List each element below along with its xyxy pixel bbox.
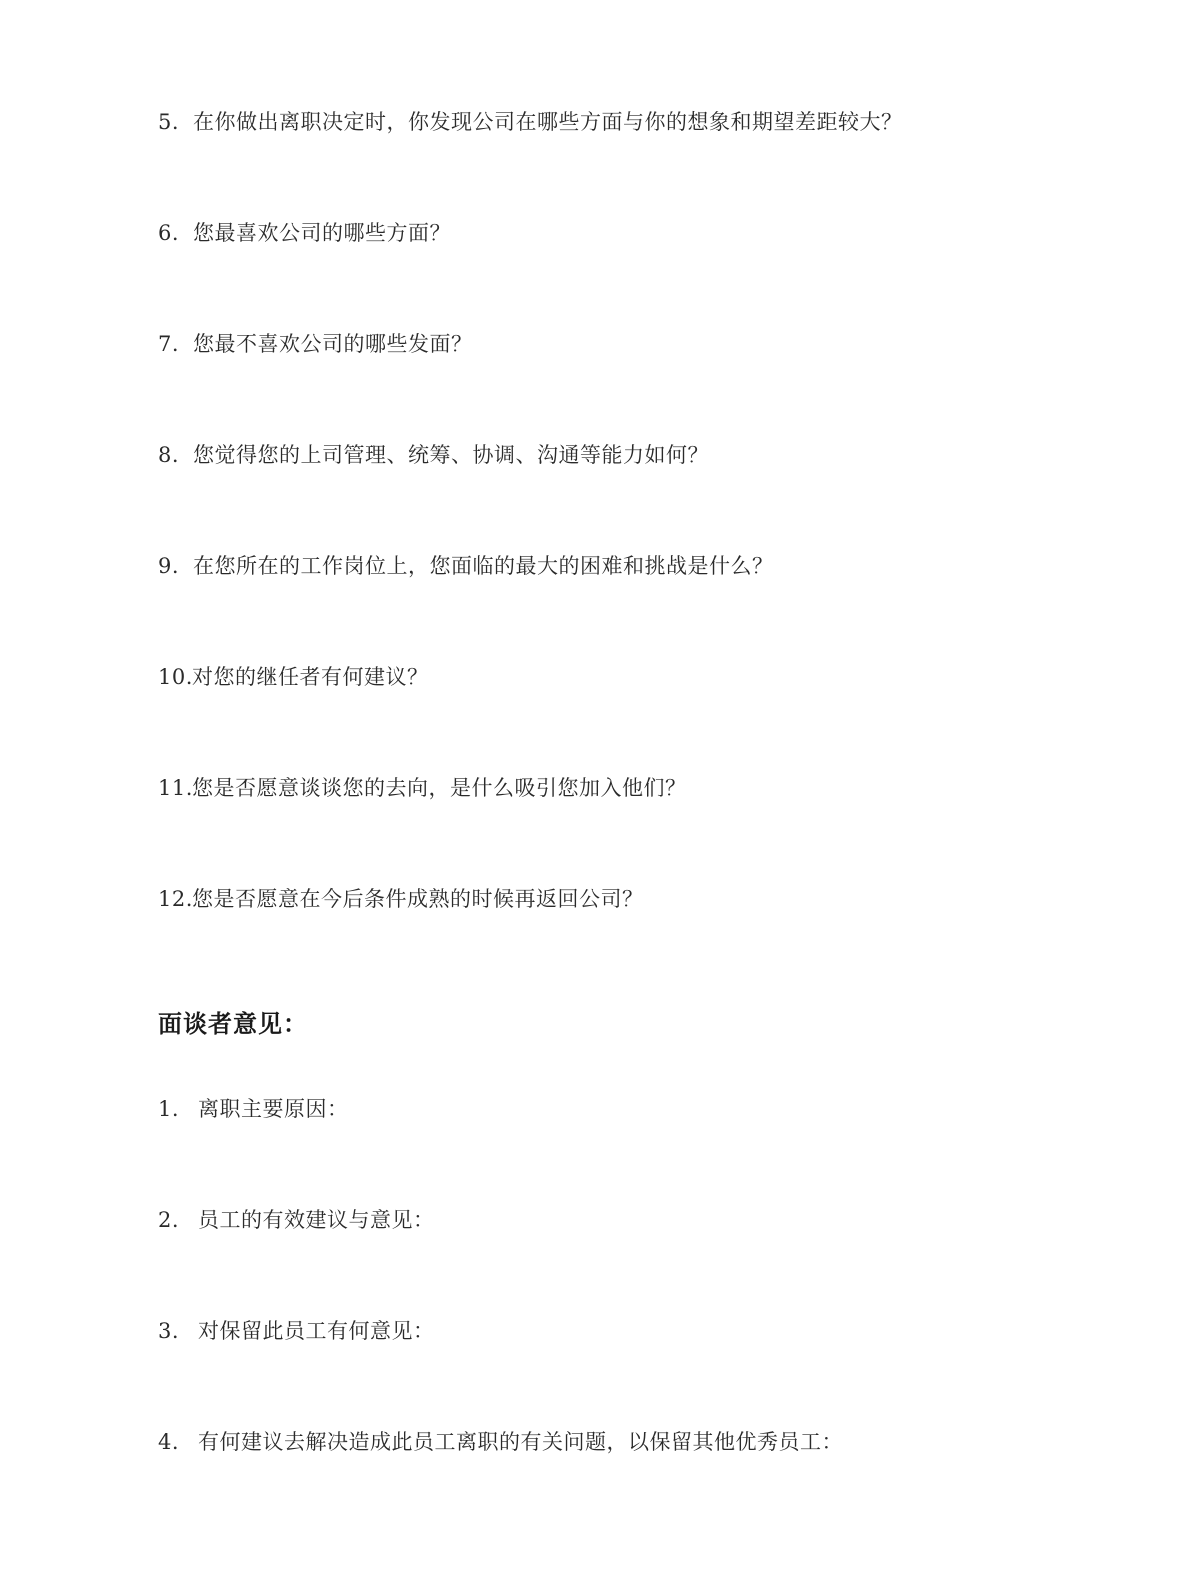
question-11 [158,774,687,802]
question-text: 您觉得您的上司管理、统筹、协调、沟通等能力如何？ [193,443,709,467]
question-number: 8. [158,443,180,467]
question-number: 12. [158,887,193,911]
question-6 [158,219,451,247]
question-number: 5. [158,110,180,134]
question-7 [158,330,473,358]
question-9 [158,552,774,580]
question-text: 对您的继任者有何建议？ [192,665,429,689]
question-8 [158,441,709,469]
interviewer-item-1 [158,1095,349,1123]
item-number: 4. [158,1430,180,1454]
item-number: 1. [158,1097,180,1121]
question-text: 您最喜欢公司的哪些方面？ [193,221,451,245]
section-heading: 面谈者意见： [158,1009,308,1038]
question-text: 您是否愿意谈谈您的去向，是什么吸引您加入他们？ [192,776,687,800]
question-text: 您最不喜欢公司的哪些发面？ [193,332,473,356]
question-text: 您是否愿意在今后条件成熟的时候再返回公司？ [192,887,644,911]
interviewer-item-3 [158,1317,435,1345]
item-text: 员工的有效建议与意见： [198,1208,435,1232]
item-number: 2. [158,1208,180,1232]
question-12 [158,885,644,913]
question-number: 9. [158,554,180,578]
interviewer-item-2 [158,1206,435,1234]
question-number: 7. [158,332,180,356]
interviewer-item-4 [158,1428,843,1456]
question-number: 6. [158,221,180,245]
item-text: 有何建议去解决造成此员工离职的有关问题，以保留其他优秀员工： [198,1430,843,1454]
question-text: 在您所在的工作岗位上，您面临的最大的困难和挑战是什么？ [193,554,774,578]
question-text: 在你做出离职决定时，你发现公司在哪些方面与你的想象和期望差距较大？ [193,110,903,134]
item-number: 3. [158,1319,180,1343]
question-number: 11. [158,776,193,800]
item-text: 对保留此员工有何意见： [198,1319,435,1343]
question-5 [158,108,903,136]
question-10 [158,663,429,691]
item-text: 离职主要原因： [198,1097,349,1121]
question-number: 10. [158,665,193,689]
